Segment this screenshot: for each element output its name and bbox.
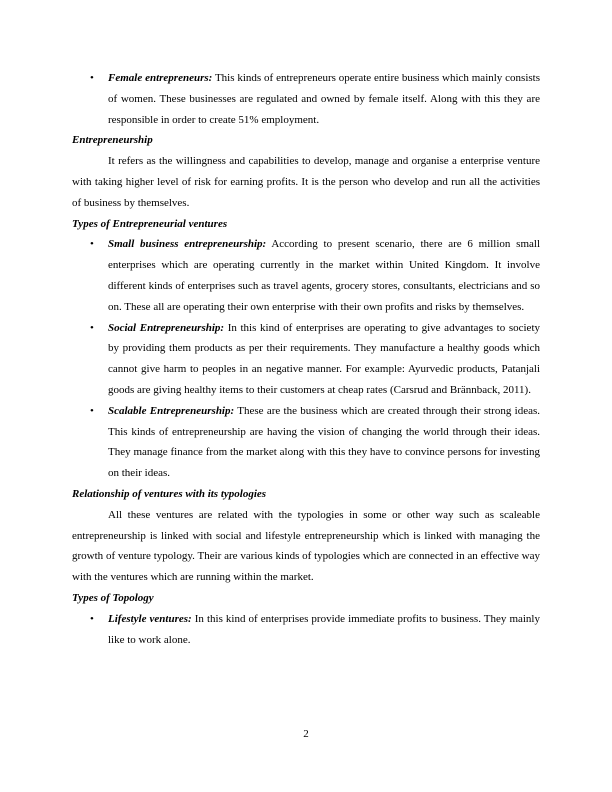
bullet-social-entrepreneurship [72,318,540,401]
heading-types-topology: Types of Topology [72,591,154,604]
bullet-small-business [72,234,540,317]
bullet-lead: Small business entrepreneurship: [108,238,267,251]
bullet-text: This kinds of entrepreneurs operate entire business which mainly consists of women. These businesses are regulated and owned by female itself. Along with this they are responsible in order to create 51% employment. [108,72,540,126]
bullet-lead: Scalable Entrepreneurship: [108,404,235,417]
bullet-scalable-entrepreneurship [72,401,540,484]
bullet-text: In this kind of enterprises are operating to give advantages to society by providing them products as per their requirements. They manufacture a healthy goods which cannot give harm to peoples in an negative manner. For example: Ayurvedic products, Patanjali goods are giving healthy items to their customers at cheap rates (Carsrud and Brännback, 2011). [108,321,541,396]
bullet-text: In this kind of enterprises provide immediate profits to business. They mainly like to work alone. [108,612,540,646]
paragraph-entrepreneurship: It refers as the willingness and capabilities to develop, manage and organise a enterprise venture with taking higher level of risk for earning profits. It is the person who develop and run all the activities of business by themselves. [72,155,540,209]
page-number: 2 [303,728,309,740]
bullet-text: According to present scenario, there are 6 million small enterprises which are operating currently in the market within United Kingdom. It involve different kinds of enterprises such as travel agents, grocery stores, consultants, electricians and so on. These all are operating their own enterprise with their own profits and risks by themselves. [108,238,541,313]
heading-types-ventures: Types of Entrepreneurial ventures [72,217,228,230]
paragraph-relationship: All these ventures are related with the typologies in some or other way such as scaleable entrepreneurship is linked with social and lifestyle entrepreneurship which is linked with managing the growth of venture typology. Their are various kinds of typologies which are connected in an effective way with the ventures which are running within the market. [72,508,540,584]
bullet-icon: • [90,404,94,417]
bullet-icon: • [90,612,94,625]
heading-relationship: Relationship of ventures with its typologies [72,487,267,500]
bullet-female-entrepreneurs [72,68,540,130]
bullet-lead: Female entrepreneurs: [108,72,213,84]
bullet-icon: • [90,238,94,251]
heading-entrepreneurship: Entrepreneurship [72,134,153,147]
bullet-text: These are the business which are created through their strong ideas. This kinds of entrepreneurship are having the vision of changing the world through their ideas. They manage finance from the market along with this they have to convince persons for investing on their ideas. [108,404,540,480]
bullet-lead: Lifestyle ventures: [108,612,192,625]
bullet-lifestyle-ventures [72,609,540,651]
bullet-lead: Social Entrepreneurship: [108,321,225,334]
bullet-icon: • [90,72,94,84]
page-content [72,68,540,650]
bullet-icon: • [90,321,94,334]
